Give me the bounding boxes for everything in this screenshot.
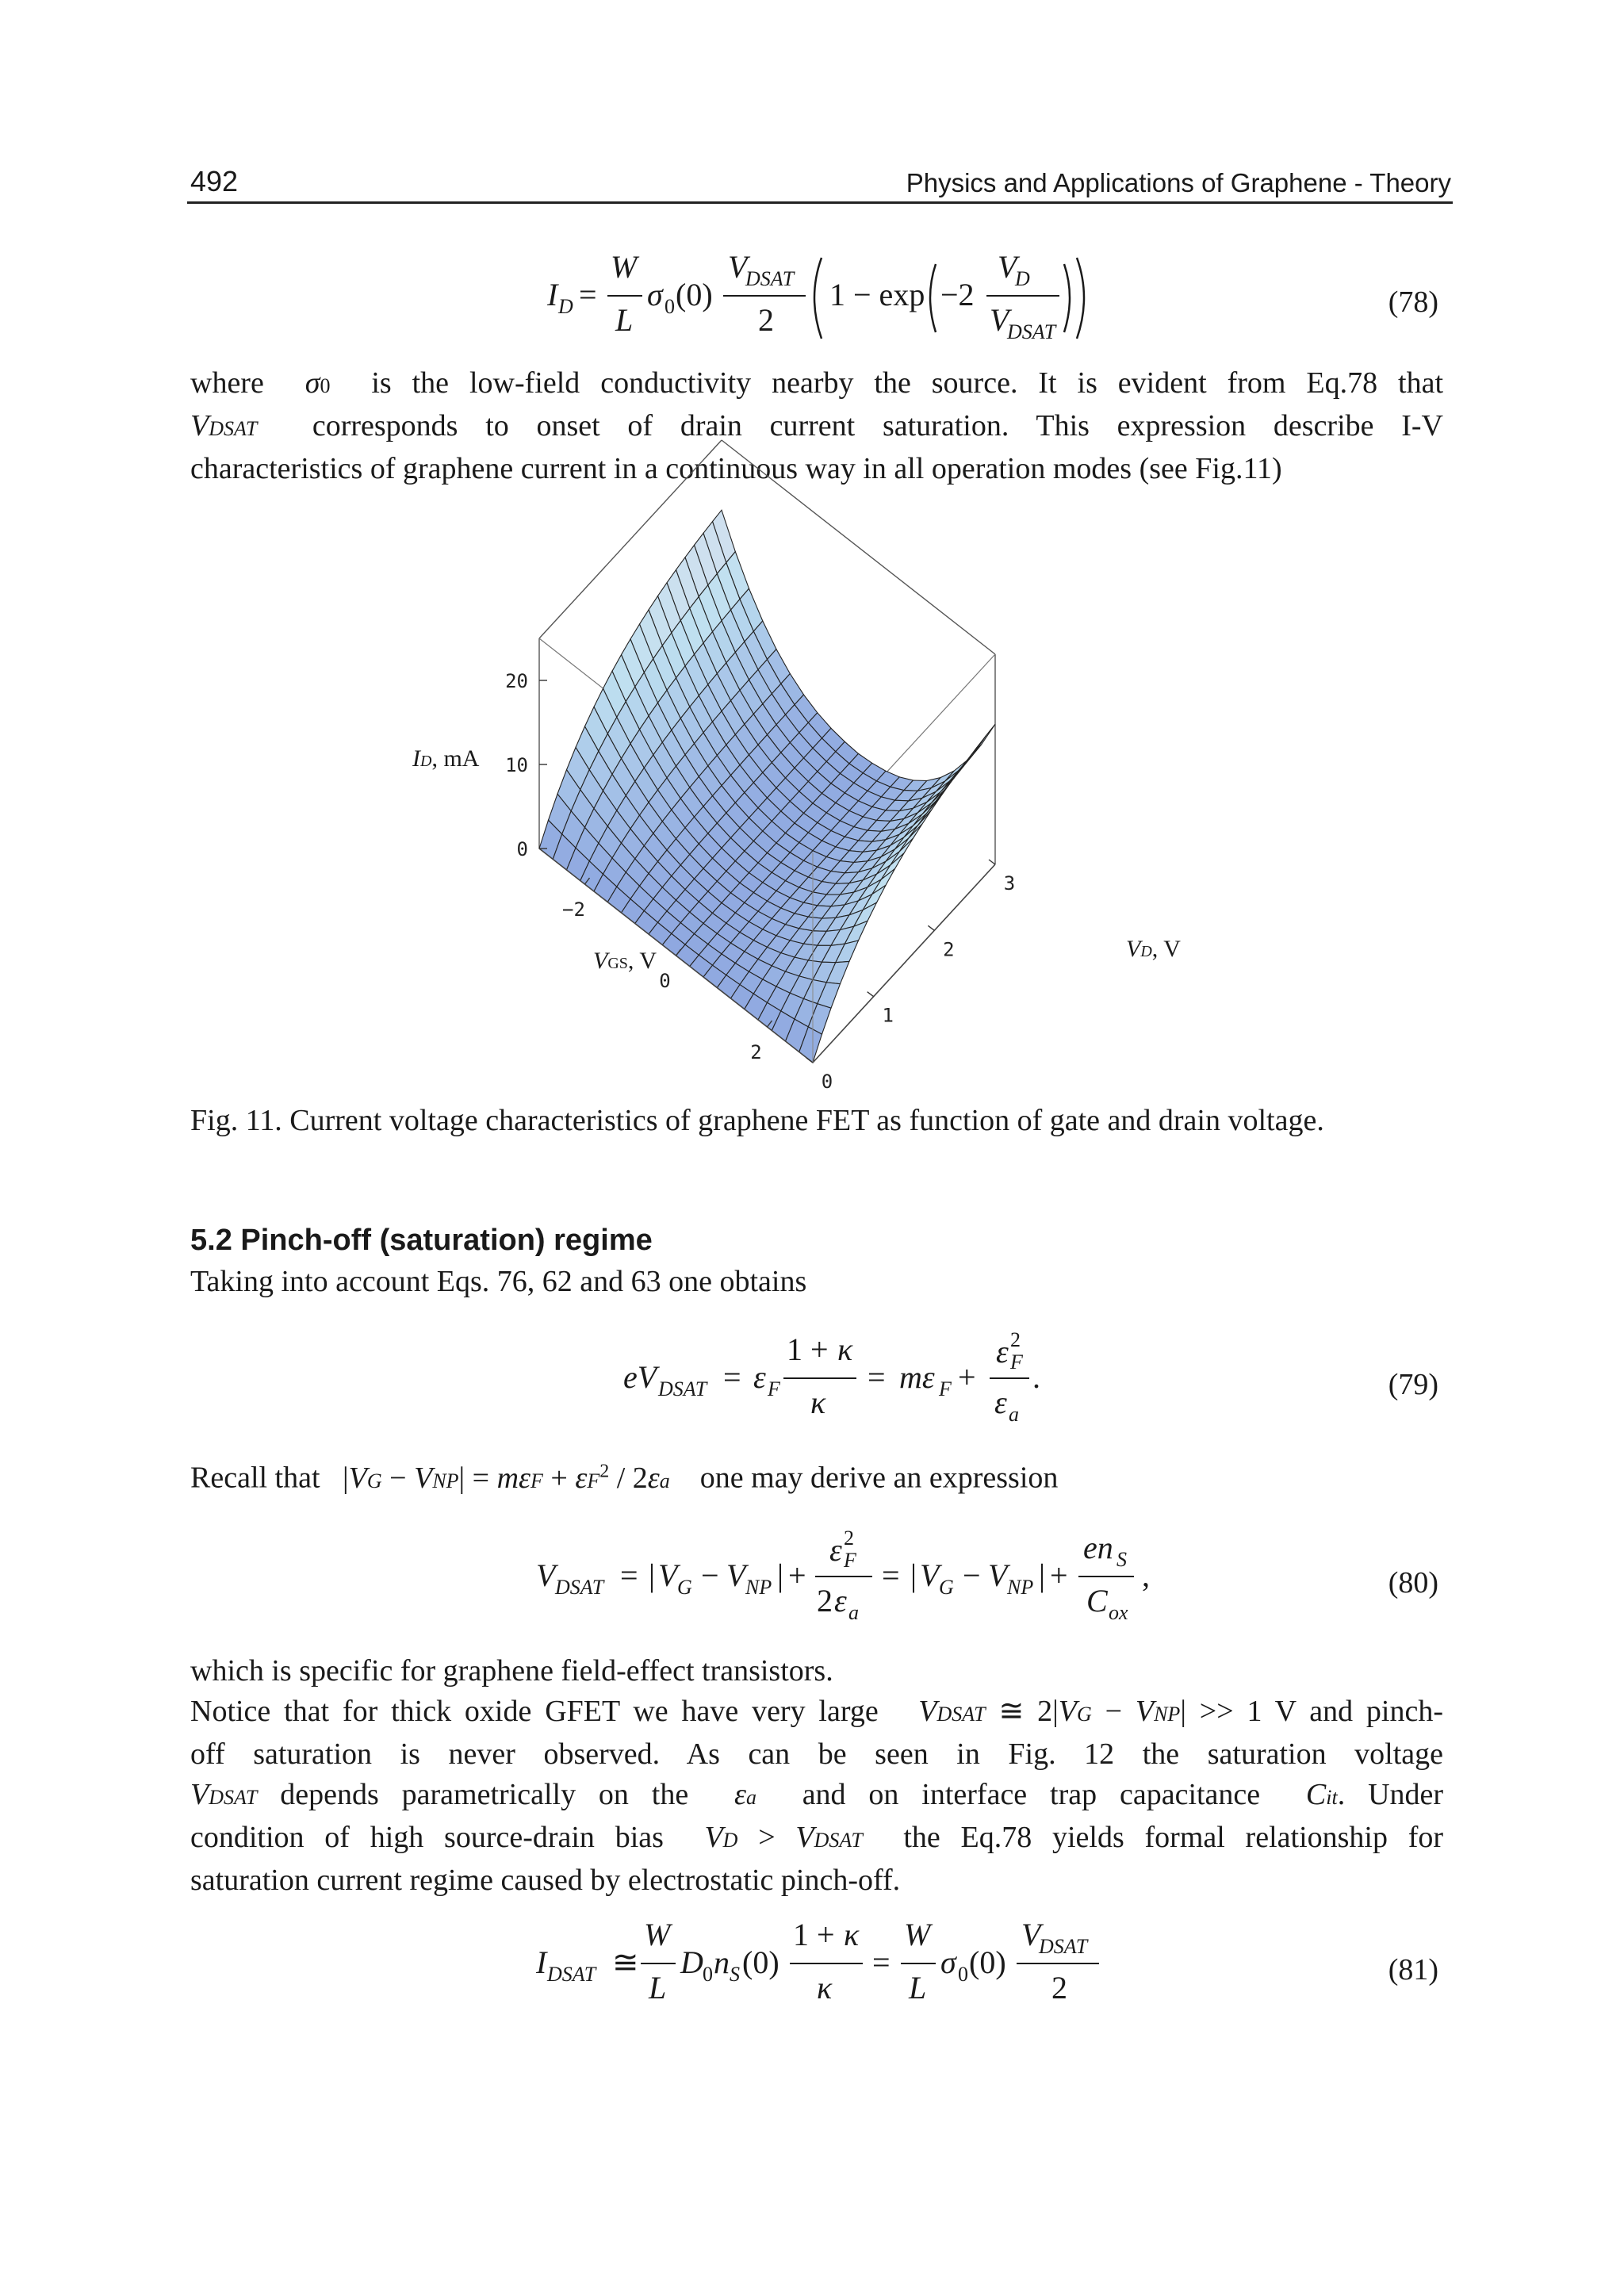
page-number: 492 bbox=[190, 165, 239, 197]
svg-text:(0): (0) bbox=[742, 1944, 779, 1980]
svg-text:(0): (0) bbox=[969, 1944, 1006, 1980]
equation-number-81: (81) bbox=[1388, 1953, 1438, 1986]
x-axis-label: VGS, V bbox=[593, 948, 657, 974]
paragraph-line bbox=[190, 363, 1443, 406]
running-title: Physics and Applications of Graphene - Theory bbox=[906, 168, 1451, 197]
paragraph-line: saturation current regime caused by electrostatic pinch-off. bbox=[190, 1864, 901, 1897]
svg-text:σ: σ bbox=[647, 277, 663, 312]
svg-text:L: L bbox=[615, 302, 634, 338]
svg-text:L: L bbox=[909, 1970, 927, 2006]
svg-text:ε: ε bbox=[996, 1334, 1009, 1370]
paragraph-line bbox=[190, 1818, 1443, 1860]
svg-text:D: D bbox=[680, 1944, 703, 1980]
svg-text:−: − bbox=[963, 1557, 981, 1593]
equation-number-80: (80) bbox=[1388, 1566, 1438, 1599]
math-cit: Cit bbox=[1283, 1778, 1338, 1811]
math-epsilon-a: εa bbox=[711, 1778, 756, 1811]
equation-81-formula bbox=[0, 1910, 1624, 2021]
section-heading: 5.2 Pinch-off (saturation) regime bbox=[190, 1224, 653, 1257]
svg-text:F: F bbox=[1010, 1350, 1023, 1373]
svg-text:|: | bbox=[910, 1557, 917, 1593]
figure-11-surface-plot bbox=[412, 492, 1269, 1093]
svg-text:,: , bbox=[1142, 1557, 1150, 1593]
math-vdsat: VDSAT bbox=[190, 1778, 258, 1811]
svg-text:ε: ε bbox=[834, 1583, 847, 1619]
box-edge bbox=[868, 992, 874, 997]
equation-79-formula bbox=[0, 1324, 1624, 1435]
svg-text:ox: ox bbox=[1109, 1601, 1128, 1624]
box-edge bbox=[928, 925, 934, 930]
svg-text:ε: ε bbox=[753, 1359, 766, 1395]
paragraph-specific-for-graphene bbox=[190, 1651, 1443, 1901]
svg-text:W: W bbox=[644, 1917, 671, 1952]
svg-text:+: + bbox=[788, 1557, 806, 1593]
svg-text:V: V bbox=[658, 1557, 678, 1593]
svg-text:κ: κ bbox=[844, 1917, 860, 1952]
surface-plot-svg bbox=[476, 492, 1269, 1093]
z-axis-label: ID, mA bbox=[412, 745, 480, 772]
y-tick-label: 0 bbox=[821, 1071, 833, 1093]
paragraph-line bbox=[190, 406, 1443, 449]
svg-text:F: F bbox=[844, 1549, 856, 1572]
svg-text:D: D bbox=[1015, 267, 1030, 290]
paragraph-line bbox=[190, 1775, 1443, 1818]
svg-text:F: F bbox=[939, 1377, 952, 1400]
svg-text:=: = bbox=[723, 1359, 741, 1395]
svg-text:W: W bbox=[904, 1917, 931, 1952]
svg-text:C: C bbox=[1086, 1583, 1108, 1619]
svg-text:0: 0 bbox=[703, 1963, 713, 1986]
svg-text:(0): (0) bbox=[676, 277, 713, 312]
surface-mesh bbox=[539, 510, 995, 1063]
svg-text:mε: mε bbox=[899, 1359, 935, 1395]
text-fragment: depends parametrically on the bbox=[280, 1778, 689, 1811]
svg-text:V: V bbox=[988, 1557, 1008, 1593]
svg-text:2: 2 bbox=[817, 1583, 833, 1619]
svg-text:1 +: 1 + bbox=[787, 1331, 829, 1367]
math-vd-gt-vdsat: VD > VDSAT bbox=[684, 1821, 863, 1854]
svg-text:κ: κ bbox=[837, 1331, 853, 1367]
x-tick-label: 2 bbox=[750, 1041, 762, 1063]
svg-text:2: 2 bbox=[758, 302, 774, 338]
math-sigma0: σ0 bbox=[284, 366, 331, 400]
svg-text:|: | bbox=[777, 1557, 784, 1593]
text-fragment: the Eq.78 yields formal relationship for bbox=[903, 1821, 1444, 1854]
svg-text:L: L bbox=[649, 1970, 667, 2006]
svg-text:V: V bbox=[728, 249, 748, 285]
svg-text:κ: κ bbox=[817, 1970, 833, 2006]
svg-text:DSAT: DSAT bbox=[547, 1963, 596, 1986]
svg-text:S: S bbox=[1116, 1548, 1127, 1571]
z-tick-label: 10 bbox=[505, 754, 528, 776]
svg-text:=: = bbox=[620, 1557, 638, 1593]
paragraph-line: Taking into account Eqs. 76, 62 and 63 one obtains bbox=[190, 1265, 807, 1298]
svg-text:=: = bbox=[872, 1944, 891, 1980]
paragraph-taking-into-account bbox=[190, 1262, 1443, 1302]
svg-text:F: F bbox=[768, 1377, 780, 1400]
equation-78 bbox=[0, 242, 1624, 353]
svg-text:ε: ε bbox=[994, 1385, 1007, 1420]
header-rule bbox=[187, 201, 1453, 204]
svg-text:V: V bbox=[920, 1557, 940, 1593]
svg-text:0: 0 bbox=[958, 1963, 968, 1986]
svg-text:|: | bbox=[1039, 1557, 1046, 1593]
text-fragment: one may derive an expression bbox=[699, 1461, 1059, 1495]
svg-text:V: V bbox=[536, 1557, 556, 1593]
text-fragment: V and pinch- bbox=[1274, 1695, 1444, 1728]
equation-80-formula bbox=[0, 1523, 1624, 1634]
svg-text:−: − bbox=[701, 1557, 719, 1593]
svg-text:+: + bbox=[958, 1359, 976, 1395]
equation-79 bbox=[0, 1324, 1624, 1435]
svg-text:σ: σ bbox=[940, 1944, 956, 1980]
svg-text:DSAT: DSAT bbox=[555, 1576, 604, 1599]
z-tick-label: 20 bbox=[505, 670, 528, 692]
svg-text:1 +: 1 + bbox=[793, 1917, 835, 1952]
svg-text:2: 2 bbox=[1051, 1970, 1067, 2006]
y-tick-label: 1 bbox=[882, 1004, 894, 1027]
y-tick-label: 3 bbox=[1003, 872, 1016, 895]
svg-text:V: V bbox=[998, 249, 1017, 285]
text-fragment: is the low-field conductivity nearby the source. It is evident from Eq.78 that bbox=[371, 366, 1444, 400]
text-fragment: corresponds to onset of drain current saturation. This expression describe I-V bbox=[312, 409, 1443, 442]
math-vdsat: VDSAT bbox=[190, 409, 258, 442]
svg-text:κ: κ bbox=[810, 1385, 826, 1420]
math-vdsat-approx: VDSAT ≅ 2|VG − VNP| >> 1 bbox=[891, 1695, 1262, 1728]
svg-text:DSAT: DSAT bbox=[1007, 320, 1056, 343]
text-fragment: Notice that for thick oxide GFET we have very large bbox=[190, 1695, 879, 1728]
svg-text:eV: eV bbox=[623, 1359, 657, 1395]
svg-text:|: | bbox=[649, 1557, 656, 1593]
svg-text:I: I bbox=[536, 1944, 547, 1980]
equation-81 bbox=[0, 1910, 1624, 2021]
svg-text:NP: NP bbox=[1007, 1576, 1034, 1599]
paragraph-where-sigma bbox=[190, 363, 1443, 489]
svg-text:.: . bbox=[1032, 1359, 1040, 1395]
svg-text:=: = bbox=[579, 277, 597, 312]
text-fragment: and on interface trap capacitance bbox=[802, 1778, 1261, 1811]
svg-text:en: en bbox=[1083, 1530, 1113, 1565]
svg-text:G: G bbox=[939, 1576, 954, 1599]
svg-text:a: a bbox=[1009, 1403, 1019, 1426]
svg-text:DSAT: DSAT bbox=[745, 267, 795, 290]
svg-text:ε: ε bbox=[829, 1532, 842, 1568]
svg-text:I: I bbox=[547, 277, 558, 312]
svg-text:G: G bbox=[677, 1576, 692, 1599]
svg-text:W: W bbox=[611, 249, 638, 285]
svg-text:D: D bbox=[558, 295, 573, 318]
text-fragment: where bbox=[190, 366, 264, 400]
box-edge bbox=[989, 860, 995, 864]
figure-caption: Fig. 11. Current voltage characteristics of graphene FET as function of gate and drain voltage. bbox=[190, 1104, 1324, 1137]
svg-text:NP: NP bbox=[745, 1576, 772, 1599]
svg-text:V: V bbox=[726, 1557, 746, 1593]
svg-text:n: n bbox=[714, 1944, 730, 1980]
svg-text:+: + bbox=[1050, 1557, 1068, 1593]
svg-text:S: S bbox=[730, 1963, 740, 1986]
x-tick-label: 0 bbox=[659, 970, 671, 992]
paragraph-line: characteristics of graphene current in a continuous way in all operation modes (see Fig.11) bbox=[190, 452, 1282, 485]
svg-text:2: 2 bbox=[1010, 1328, 1021, 1351]
svg-text:−2: −2 bbox=[940, 277, 975, 312]
paragraph-line: off saturation is never observed. As can be seen in Fig. 12 the saturation voltage bbox=[190, 1737, 1443, 1771]
z-tick-label: 0 bbox=[516, 838, 528, 860]
paragraph-recall-that bbox=[190, 1451, 1443, 1501]
svg-text:=: = bbox=[882, 1557, 900, 1593]
paragraph-line: which is specific for graphene field-effect transistors. bbox=[190, 1654, 833, 1688]
svg-text:2: 2 bbox=[844, 1527, 854, 1550]
svg-text:0: 0 bbox=[665, 295, 675, 318]
equation-80 bbox=[0, 1523, 1624, 1634]
svg-text:V: V bbox=[1021, 1917, 1041, 1952]
equation-number-78: (78) bbox=[1388, 285, 1438, 319]
svg-text:1 − exp: 1 − exp bbox=[829, 277, 925, 312]
svg-text:=: = bbox=[868, 1359, 886, 1395]
svg-text:V: V bbox=[990, 302, 1009, 338]
text-fragment: Recall that bbox=[190, 1461, 320, 1495]
equation-number-79: (79) bbox=[1388, 1368, 1438, 1401]
math-recall-expression: $|VG - VNP| = m\varepsilon F + \varepsilon F^2 / 2\varepsilon a$ bbox=[343, 1461, 670, 1495]
equation-78-formula bbox=[0, 242, 1624, 353]
text-fragment: . Under bbox=[1337, 1778, 1444, 1811]
svg-text:DSAT: DSAT bbox=[1039, 1935, 1088, 1958]
text-fragment: condition of high source-drain bias bbox=[190, 1821, 664, 1854]
x-tick-label: −2 bbox=[562, 898, 585, 921]
paragraph-line bbox=[190, 1691, 1443, 1734]
svg-text:≅: ≅ bbox=[612, 1944, 639, 1980]
y-axis-label: VD, V bbox=[1126, 936, 1181, 962]
svg-text:a: a bbox=[848, 1601, 859, 1624]
y-tick-label: 2 bbox=[943, 938, 955, 961]
svg-text:DSAT: DSAT bbox=[658, 1377, 707, 1400]
